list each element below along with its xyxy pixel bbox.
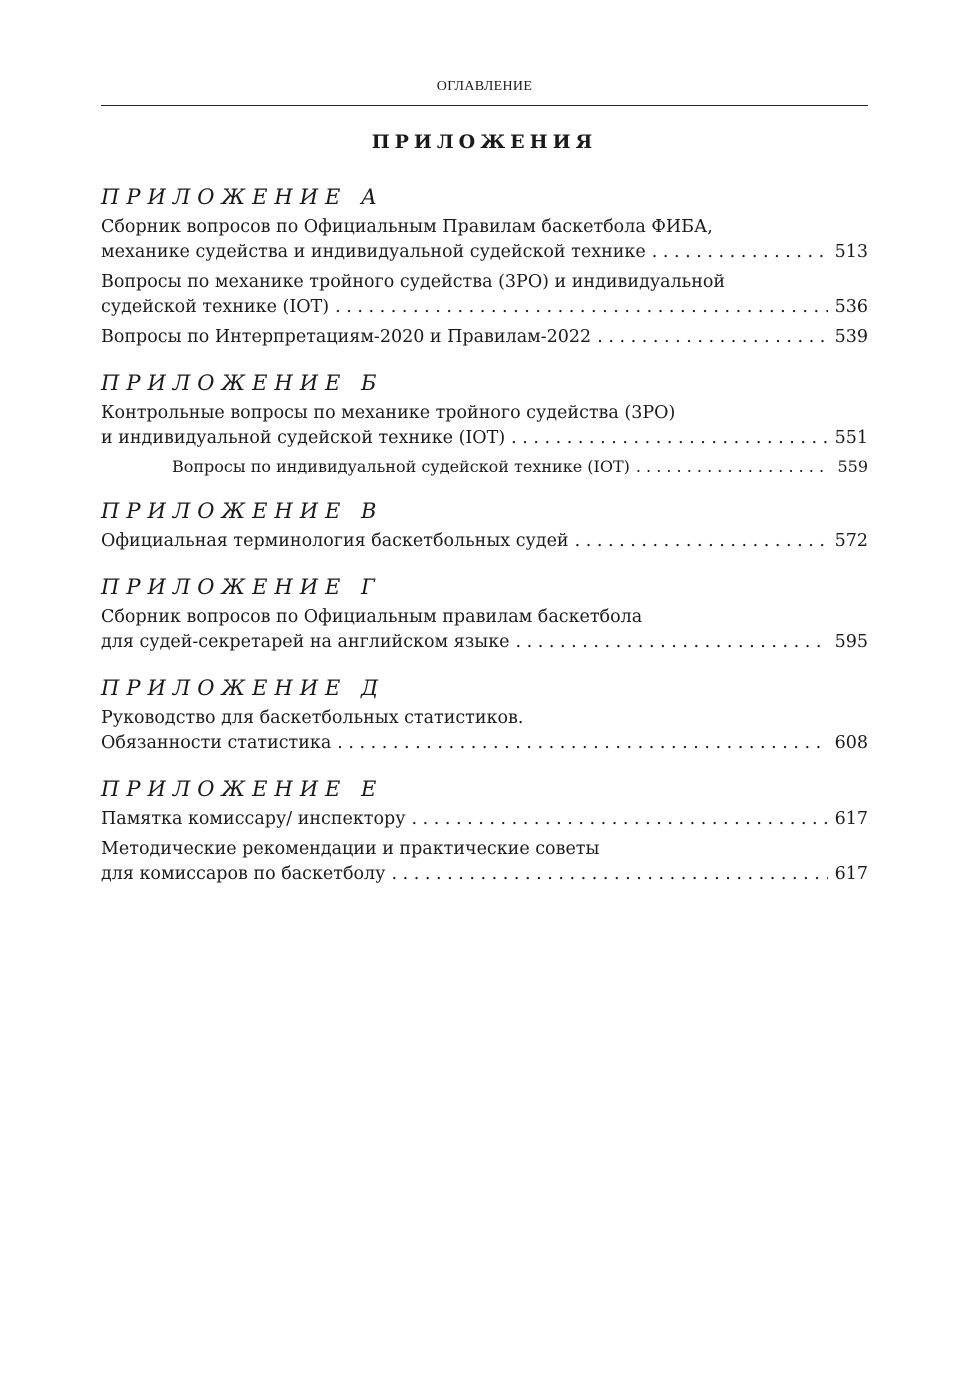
page-number: 595 bbox=[834, 632, 868, 652]
appendix-e bbox=[101, 775, 868, 887]
entry-title-line: и индивидуальной судейской технике (IOT) bbox=[101, 428, 506, 448]
dot-leader bbox=[511, 426, 828, 451]
appendix-b bbox=[101, 369, 868, 478]
page-number: 617 bbox=[834, 809, 868, 829]
toc-subentry[interactable] bbox=[172, 456, 868, 478]
appendix-heading: ПРИЛОЖЕНИЕ А bbox=[101, 185, 384, 209]
entry-title-line: судейской технике (IOT) bbox=[101, 297, 330, 317]
page-number: 551 bbox=[834, 428, 868, 448]
page-number: 536 bbox=[834, 297, 868, 317]
toc-entry[interactable] bbox=[101, 837, 868, 887]
dot-leader bbox=[337, 731, 828, 756]
toc-entry[interactable] bbox=[101, 270, 868, 320]
entry-title-line: Памятка комиссару/ инспектору bbox=[101, 809, 406, 829]
entry-title-line: для комиссаров по баскетболу bbox=[101, 864, 386, 884]
entry-title-line: Руководство для баскетбольных статистиков. bbox=[101, 708, 524, 728]
header-rule bbox=[101, 105, 868, 106]
running-head: ОГЛАВЛЕНИЕ bbox=[436, 79, 533, 94]
toc-entry[interactable] bbox=[101, 215, 868, 265]
entry-title-line: Официальная терминология баскетбольных судей bbox=[101, 531, 569, 551]
toc-entry[interactable] bbox=[101, 401, 868, 451]
entry-title-line: механике судейства и индивидуальной судейской технике bbox=[101, 242, 646, 262]
dot-leader bbox=[597, 325, 828, 350]
section-title: ПРИЛОЖЕНИЯ bbox=[371, 131, 598, 153]
entry-title-line: Вопросы по Интерпретациям-2020 и Правилам-2022 bbox=[101, 327, 592, 347]
dot-leader bbox=[636, 456, 828, 478]
entry-title-line: Сборник вопросов по Официальным Правилам баскетбола ФИБА, bbox=[101, 217, 713, 237]
entry-title-line: Сборник вопросов по Официальным правилам баскетбола bbox=[101, 607, 643, 627]
dot-leader bbox=[391, 862, 828, 887]
toc-entry[interactable] bbox=[101, 605, 868, 655]
dot-leader bbox=[575, 529, 828, 554]
page-number: 617 bbox=[834, 864, 868, 884]
dot-leader bbox=[412, 807, 828, 832]
entry-title-line: Методические рекомендации и практические советы bbox=[101, 839, 600, 859]
appendix-heading: ПРИЛОЖЕНИЕ Б bbox=[101, 371, 384, 395]
appendix-v bbox=[101, 497, 868, 554]
entry-title-line: Вопросы по индивидуальной судейской технике (IOT) bbox=[172, 457, 630, 476]
entry-title-line: Вопросы по механике тройного судейства (3РО) и индивидуальной bbox=[101, 272, 726, 292]
appendix-heading: ПРИЛОЖЕНИЕ Г bbox=[101, 575, 382, 599]
entry-title-line: Обязанности статистика bbox=[101, 733, 332, 753]
appendix-heading: ПРИЛОЖЕНИЕ Е bbox=[101, 777, 384, 801]
appendix-a bbox=[101, 183, 868, 350]
page-number: 572 bbox=[834, 531, 868, 551]
appendix-d bbox=[101, 674, 868, 756]
entry-title-line: для судей-секретарей на английском языке bbox=[101, 632, 510, 652]
toc-entry[interactable] bbox=[101, 807, 868, 832]
page-number: 539 bbox=[834, 327, 868, 347]
page-number: 608 bbox=[834, 733, 868, 753]
appendix-g bbox=[101, 573, 868, 655]
toc-entry[interactable] bbox=[101, 325, 868, 350]
appendix-heading: ПРИЛОЖЕНИЕ В bbox=[101, 499, 384, 523]
page-number: 513 bbox=[834, 242, 868, 262]
toc-entry[interactable] bbox=[101, 529, 868, 554]
dot-leader bbox=[515, 630, 828, 655]
entry-title-line: Контрольные вопросы по механике тройного судейства (3РО) bbox=[101, 403, 676, 423]
page-number: 559 bbox=[837, 457, 868, 476]
dot-leader bbox=[652, 240, 828, 265]
appendix-heading: ПРИЛОЖЕНИЕ Д bbox=[101, 676, 386, 700]
toc-entry[interactable] bbox=[101, 706, 868, 756]
dot-leader bbox=[335, 295, 828, 320]
table-of-contents bbox=[101, 183, 868, 906]
